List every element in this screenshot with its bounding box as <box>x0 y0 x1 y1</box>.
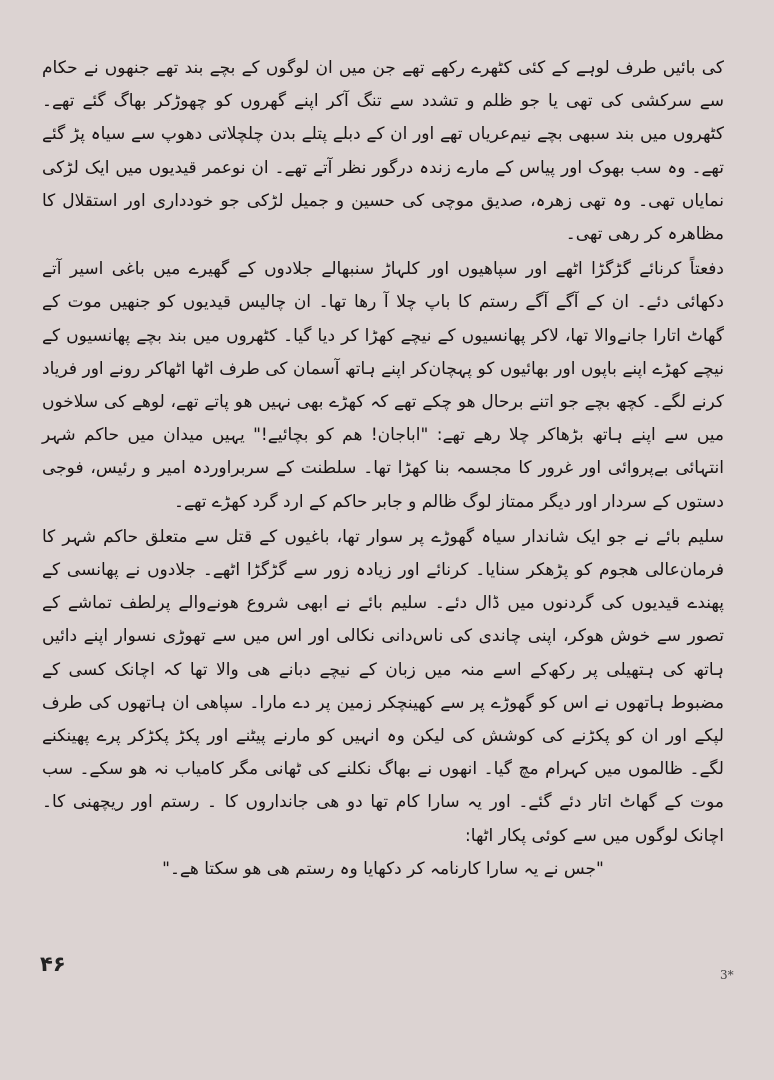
paragraph-2: دفعتاً کرنائے گڑگڑا اٹھے اور سپاھیوں اور کلہاڑ سنبھالے جلادوں کے گھیرے میں باغی اسیر آتے دکھائی دئے۔ ان کے آگے آگے رستم کا باپ چلا آ رھا تھا۔ ان چالیس قیدیوں کو جنھیں موت کے گھاٹ اتارا جانےوالا تھا، لاکر پھانسیوں کے نیچے کھڑا کر دیا گیا۔ کٹھروں میں بند بچے پھانسیوں کے نیچے کھڑے اپنے باپوں اور بھائیوں کو پہچان‌کر اپنے ہاتھ آسمان کی طرف اٹھا اٹھاکر رونے اور فریاد کرنے لگے۔ کچھ بچے جو اتنے برحال ھو چکے تھے کہ کھڑے بھی نہیں ھو پاتے تھے، لوھے کی سلاخوں میں سے اپنے ہاتھ بڑھاکر چلا رھے تھے: "اباجان! ھم کو بچائیے!" یہیں میدان میں حاکم شہر انتہائی بےپروائی اور غرور کا مجسمہ بنا کھڑا تھا۔ سلطنت کے سربراوردہ امیر و رئیس، فوجی دستوں کے سردار اور دیگر ممتاز لوگ ظالم و جابر حاکم کے ارد گرد کھڑے تھے۔ <box>42 259 724 512</box>
signature-mark: 3* <box>720 968 734 982</box>
page-number: ۴۶ <box>40 952 66 976</box>
body-text <box>42 52 724 886</box>
paragraph-1: کی بائیں طرف لوہے کے کئی کٹھرے رکھے تھے جن میں ان لوگوں کے بچے بند تھے جنھوں نے حکام سے سرکشی کی تھی یا جو ظلم و تشدد سے تنگ آکر اپنے گھروں کو چھوڑکر بھاگ گئے تھے۔ کٹھروں میں بند سبھی بچے نیم‌عریاں تھے اور ان کے دبلے پتلے بدن چلچلاتی دھوپ سے سیاہ پڑ گئے تھے۔ وہ سب بھوک اور پیاس کے مارے زندہ درگور نظر آتے تھے۔ ان نوعمر قیدیوں میں ایک لڑکی نمایاں تھی۔ وہ تھی زھرہ، صدیق موچی کی حسین و جمیل لڑکی جو خودداری اور استقلال کا مظاھرہ کر رھی تھی۔ <box>42 58 724 245</box>
closing-quote: "جس نے یہ سارا کارنامہ کر دکھایا وہ رستم ھی ھو سکتا ھے۔" <box>162 858 604 879</box>
paragraph-3: سلیم بائے نے جو ایک شاندار سیاہ گھوڑے پر سوار تھا، باغیوں کے قتل سے متعلق حاکم شہر کا فرمان‌عالی ھجوم کو پڑھکر سنایا۔ کرنائے اور زیادہ زور سے گڑگڑا اٹھے۔ جلادوں نے پھانسی کے پھندے قیدیوں کی گردنوں میں ڈال دئے۔ سلیم بائے نے ابھی شروع ھونےوالے پرلطف تماشے کے تصور سے خوش ھوکر، اپنی چاندی کی ناس‌دانی نکالی اور اس میں سے تھوڑی نسوار اپنے دائیں ہاتھ کی ہتھیلی پر رکھ‌کے اسے منہ میں زبان کے نیچے دبانے ھی والا تھا کہ اچانک کسی کے مضبوط ہاتھوں نے اس کو گھوڑے پر سے کھینچکر زمین پر دے مارا۔ سپاھی ان ہاتھوں کی طرف لپکے اور ان کو پکڑنے کی کوشش کی لیکن وہ انہیں کو مارنے پیٹنے اور پکڑ پکڑکر پرے پھینکنے لگے۔ ظالموں میں کہرام مچ گیا۔ انھوں نے بھاگ نکلنے کی ٹھانی مگر کامیاب نہ ھو سکے۔ سب موت کے گھاٹ اتار دئے گئے۔ اور یہ سارا کام تھا دو ھی جانداروں کا ۔ رستم اور ریچھنی کا۔ اچانک لوگوں میں سے کوئی پکار اٹھا: <box>42 526 724 846</box>
